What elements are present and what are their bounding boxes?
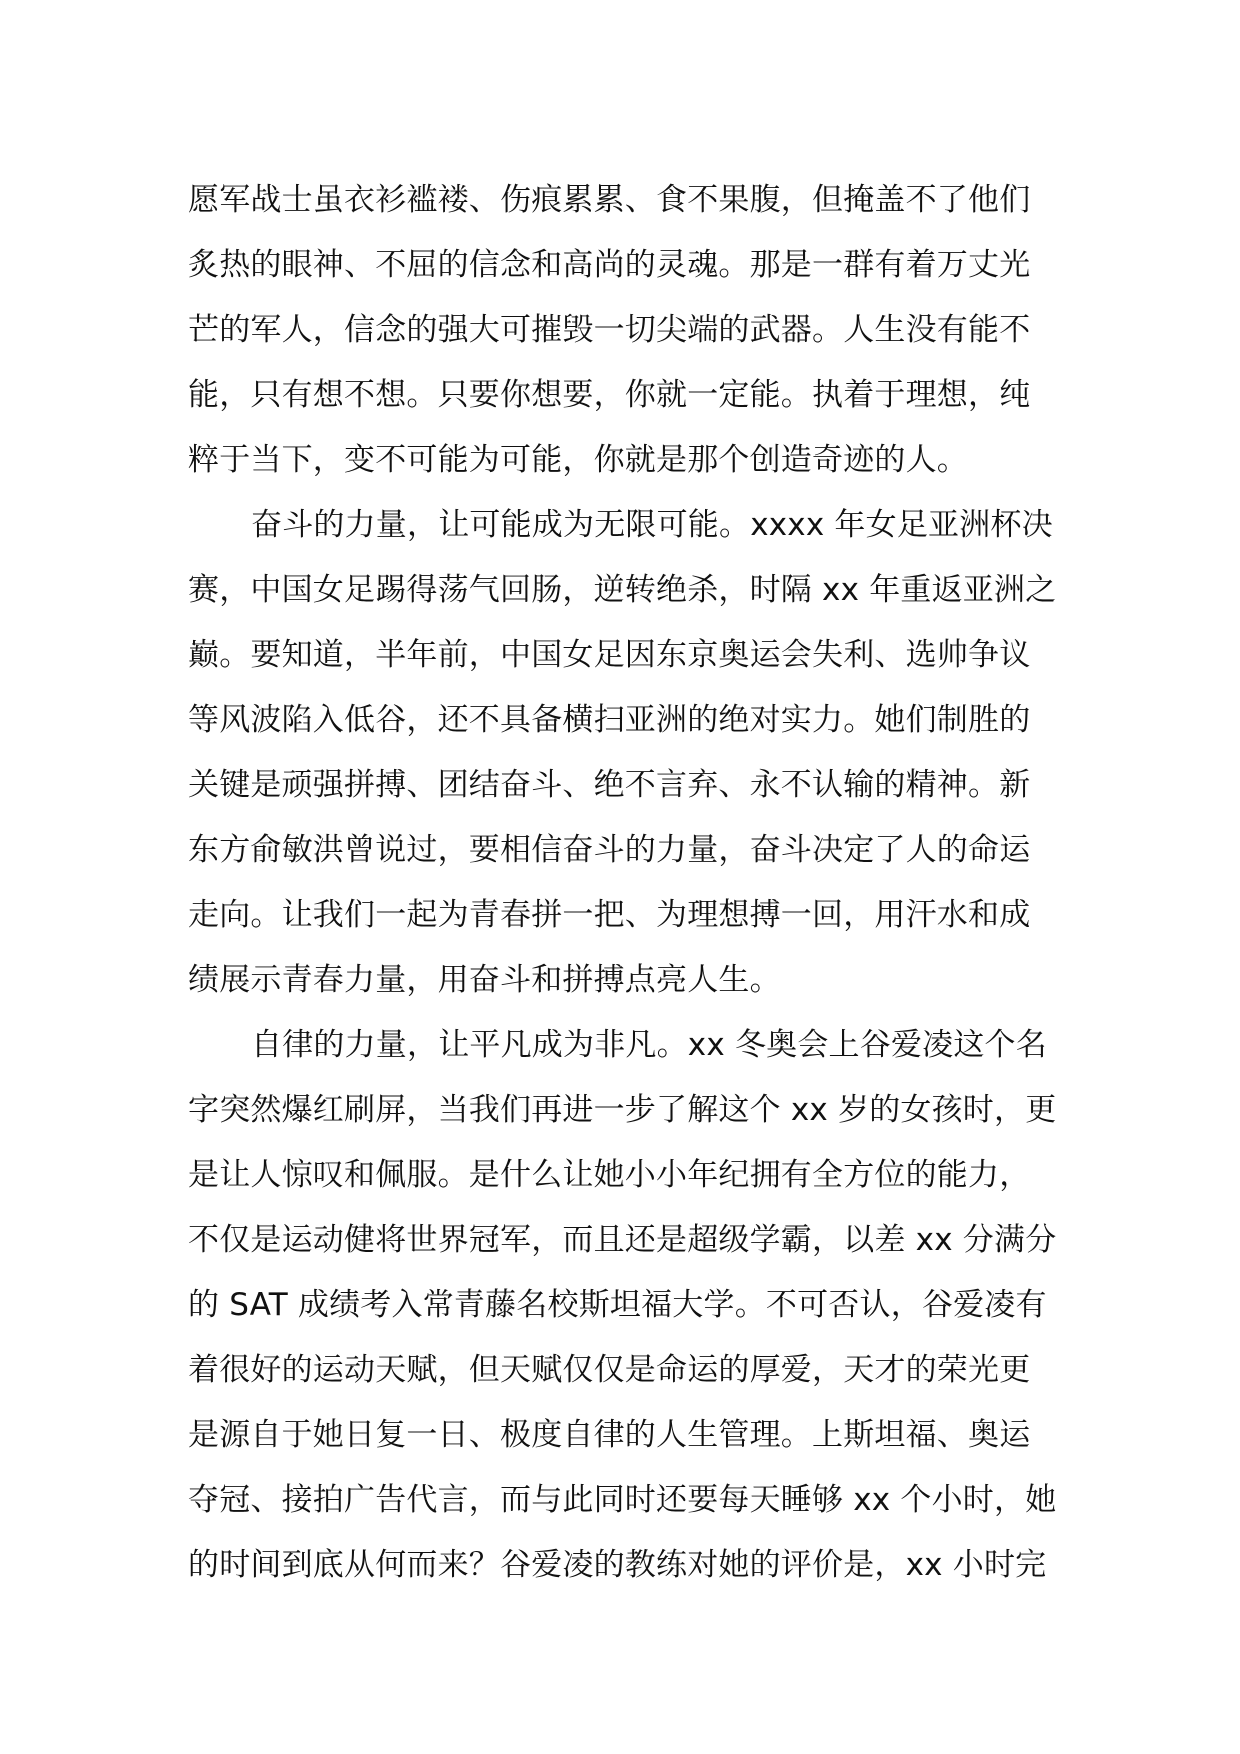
text-line: 关键是顽强拼搏、团结奋斗、绝不言弃、永不认输的精神。新 [188, 767, 1031, 803]
text-line: 是让人惊叹和佩服。是什么让她小小年纪拥有全方位的能力， [188, 1157, 1031, 1193]
text-line: 赛，中国女足踢得荡气回肠，逆转绝杀，时隔 xx 年重返亚洲之 [188, 572, 1057, 608]
text-line: 夺冠、接拍广告代言，而与此同时还要每天睡够 xx 个小时，她 [188, 1482, 1057, 1518]
text-line: 粹于当下，变不可能为可能，你就是那个创造奇迹的人。 [188, 442, 968, 478]
text-line: 芒的军人，信念的强大可摧毁一切尖端的武器。人生没有能不 [188, 312, 1031, 348]
document-body [188, 168, 1058, 1598]
paragraph-start-line: 奋斗的力量，让可能成为无限可能。xxxx 年女足亚洲杯决 [251, 507, 1053, 543]
text-line: 等风波陷入低谷，还不具备横扫亚洲的绝对实力。她们制胜的 [188, 702, 1031, 738]
text-line: 不仅是运动健将世界冠军，而且还是超级学霸，以差 xx 分满分 [188, 1222, 1057, 1258]
text-line: 炙热的眼神、不屈的信念和高尚的灵魂。那是一群有着万丈光 [188, 247, 1031, 283]
text-line: 绩展示青春力量，用奋斗和拼搏点亮人生。 [188, 962, 781, 998]
text-line: 是源自于她日复一日、极度自律的人生管理。上斯坦福、奥运 [188, 1417, 1031, 1453]
text-line: 东方俞敏洪曾说过，要相信奋斗的力量，奋斗决定了人的命运 [188, 832, 1031, 868]
text-line: 的 SAT 成绩考入常青藤名校斯坦福大学。不可否认，谷爱凌有 [188, 1287, 1047, 1323]
paragraph-start-line: 自律的力量，让平凡成为非凡。xx 冬奥会上谷爱凌这个名 [251, 1027, 1047, 1063]
text-line: 走向。让我们一起为青春拼一把、为理想搏一回，用汗水和成 [188, 897, 1031, 933]
text-line: 巅。要知道，半年前，中国女足因东京奥运会失利、选帅争议 [188, 637, 1031, 673]
text-line: 能，只有想不想。只要你想要，你就一定能。执着于理想，纯 [188, 377, 1031, 413]
text-line: 字突然爆红刷屏，当我们再进一步了解这个 xx 岁的女孩时，更 [188, 1092, 1057, 1128]
text-line: 着很好的运动天赋，但天赋仅仅是命运的厚爱，天才的荣光更 [188, 1352, 1031, 1388]
text-line: 愿军战士虽衣衫褴褛、伤痕累累、食不果腹，但掩盖不了他们 [188, 182, 1031, 218]
text-line: 的时间到底从何而来？谷爱凌的教练对她的评价是，xx 小时完 [188, 1547, 1047, 1583]
